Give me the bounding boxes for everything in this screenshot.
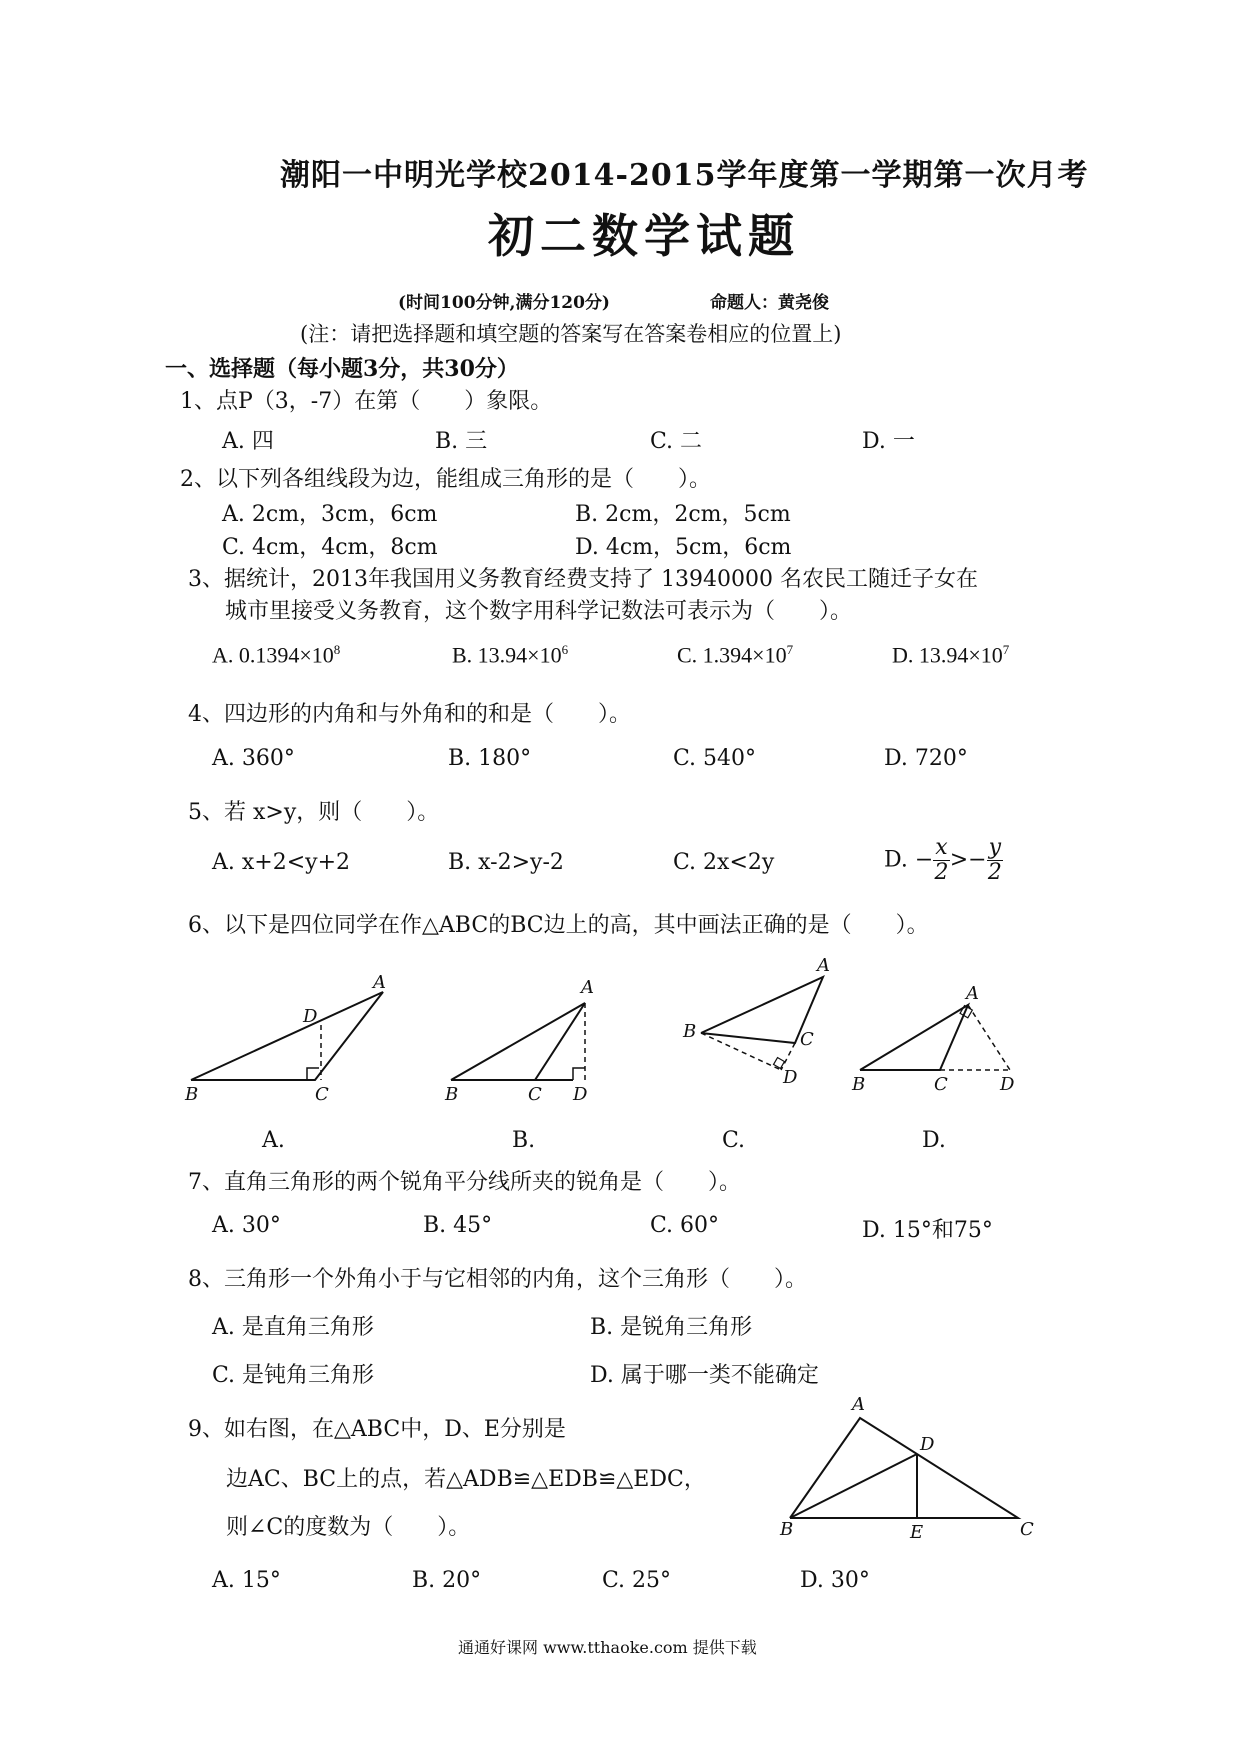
q3-option-a: A. $0.1394\times 10^8$ <box>212 642 341 668</box>
q1-option-c: C. 二 <box>650 429 703 454</box>
q4-option-b: B. 180° <box>448 746 532 771</box>
footer-source: 通通好课网 www.tthaoke.com 提供下载 <box>458 1638 757 1657</box>
question-4: 4、四边形的内角和与外角和的和是（ ）。 <box>188 702 631 727</box>
q8-option-c: C. 是钝角三角形 <box>212 1363 375 1388</box>
q7-option-b: B. 45° <box>423 1213 493 1238</box>
q9-option-c: C. 25° <box>602 1568 672 1593</box>
q8-option-b: B. 是锐角三角形 <box>590 1315 753 1340</box>
svg-text:C: C <box>1020 1519 1034 1540</box>
question-9-line-1: 9、如右图，在△ABC中，D、E分别是 <box>188 1417 566 1442</box>
question-6: 6、以下是四位同学在作△ABC的BC边上的高，其中画法正确的是（ ）。 <box>188 913 929 938</box>
svg-text:B: B <box>852 1074 866 1095</box>
q4-option-d: D. 720° <box>884 746 968 771</box>
q6-label-a: A. <box>262 1128 285 1153</box>
svg-text:A: A <box>852 1394 865 1415</box>
svg-text:C: C <box>528 1084 542 1105</box>
q2-option-a: A. 2cm，3cm，6cm <box>222 502 438 527</box>
svg-text:B: B <box>185 1084 199 1105</box>
q6-figure-c <box>683 955 843 1095</box>
svg-text:B: B <box>445 1084 459 1105</box>
q4-option-c: C. 540° <box>673 746 757 771</box>
q2-option-b: B. 2cm，2cm，5cm <box>575 502 791 527</box>
q5-option-d: D. − $\frac{x}{2}$ >− $\frac{y}{2}$ <box>884 835 1002 886</box>
svg-text:D: D <box>1000 1074 1015 1095</box>
svg-text:D: D <box>303 1006 318 1027</box>
q5-option-c: C. 2x<2y <box>673 850 775 875</box>
q6-label-b: B. <box>512 1128 536 1153</box>
q6-figure-b <box>445 975 605 1105</box>
author: 命题人：黄尧俊 <box>710 293 829 313</box>
svg-text:E: E <box>910 1522 924 1543</box>
svg-text:A: A <box>966 983 979 1004</box>
time-info: (时间100分钟,满分120分) <box>398 293 610 313</box>
q8-option-a: A. 是直角三角形 <box>212 1315 374 1340</box>
svg-text:B: B <box>780 1519 794 1540</box>
q5-option-b: B. x-2>y-2 <box>448 850 564 875</box>
q3-option-c: C. $1.394\times 10^7$ <box>677 642 794 668</box>
q4-option-a: A. 360° <box>212 746 295 771</box>
q6-figure-d <box>850 985 1030 1095</box>
q7-option-c: C. 60° <box>650 1213 720 1238</box>
q5-option-a: A. x+2<y+2 <box>212 850 351 875</box>
q7-option-d: D. 15°和75° <box>862 1218 993 1243</box>
question-8: 8、三角形一个外角小于与它相邻的内角，这个三角形（ ）。 <box>188 1267 807 1292</box>
q6-label-c: C. <box>722 1128 746 1153</box>
question-7: 7、直角三角形的两个锐角平分线所夹的锐角是（ ）。 <box>188 1170 741 1195</box>
question-9-line-2: 边AC、BC上的点，若△ADB≌△EDB≌△EDC， <box>226 1467 706 1492</box>
q1-option-b: B. 三 <box>435 429 488 454</box>
subject-title: 初二数学试题 <box>488 209 800 263</box>
q1-option-d: D. 一 <box>862 429 915 454</box>
exam-title: 潮阳一中明光学校2014-2015学年度第一学期第一次月考 <box>280 158 1089 193</box>
q7-option-a: A. 30° <box>212 1213 281 1238</box>
q9-option-a: A. 15° <box>212 1568 281 1593</box>
svg-text:D: D <box>573 1084 588 1105</box>
question-3-line-1: 3、据统计，2013年我国用义务教育经费支持了 13940000 名农民工随迁子女在 <box>188 567 978 592</box>
question-1: 1、点P（3，-7）在第（ ）象限。 <box>180 389 553 414</box>
svg-text:C: C <box>800 1029 814 1050</box>
svg-text:C: C <box>315 1084 329 1105</box>
svg-text:C: C <box>934 1074 948 1095</box>
q9-option-b: B. 20° <box>412 1568 482 1593</box>
instruction-note: (注：请把选择题和填空题的答案写在答案卷相应的位置上) <box>300 322 842 346</box>
svg-text:A: A <box>581 977 594 998</box>
svg-text:D: D <box>920 1434 935 1455</box>
q6-label-d: D. <box>922 1128 946 1153</box>
svg-text:D: D <box>783 1067 798 1088</box>
question-2: 2、以下列各组线段为边，能组成三角形的是（ ）。 <box>180 467 711 492</box>
q1-option-a: A. 四 <box>222 429 274 454</box>
svg-text:A: A <box>373 972 386 993</box>
q2-option-c: C. 4cm，4cm，8cm <box>222 535 438 560</box>
q8-option-d: D. 属于哪一类不能确定 <box>590 1363 819 1388</box>
q9-option-d: D. 30° <box>800 1568 870 1593</box>
q6-figure-a <box>185 960 405 1105</box>
svg-text:B: B <box>683 1021 697 1042</box>
q9-figure <box>780 1390 1040 1543</box>
q2-option-d: D. 4cm，5cm，6cm <box>575 535 792 560</box>
question-9-line-3: 则∠C的度数为（ ）。 <box>226 1515 471 1540</box>
question-5: 5、若 x>y，则（ ）。 <box>188 800 440 825</box>
section-title: 一、选择题（每小题3分，共30分） <box>165 356 519 382</box>
question-3-line-2: 城市里接受义务教育，这个数字用科学记数法可表示为（ ）。 <box>225 599 853 624</box>
q3-option-b: B. $13.94\times 10^6$ <box>452 642 569 668</box>
svg-text:A: A <box>817 955 830 976</box>
q3-option-d: D. $13.94\times 10^7$ <box>892 642 1010 668</box>
